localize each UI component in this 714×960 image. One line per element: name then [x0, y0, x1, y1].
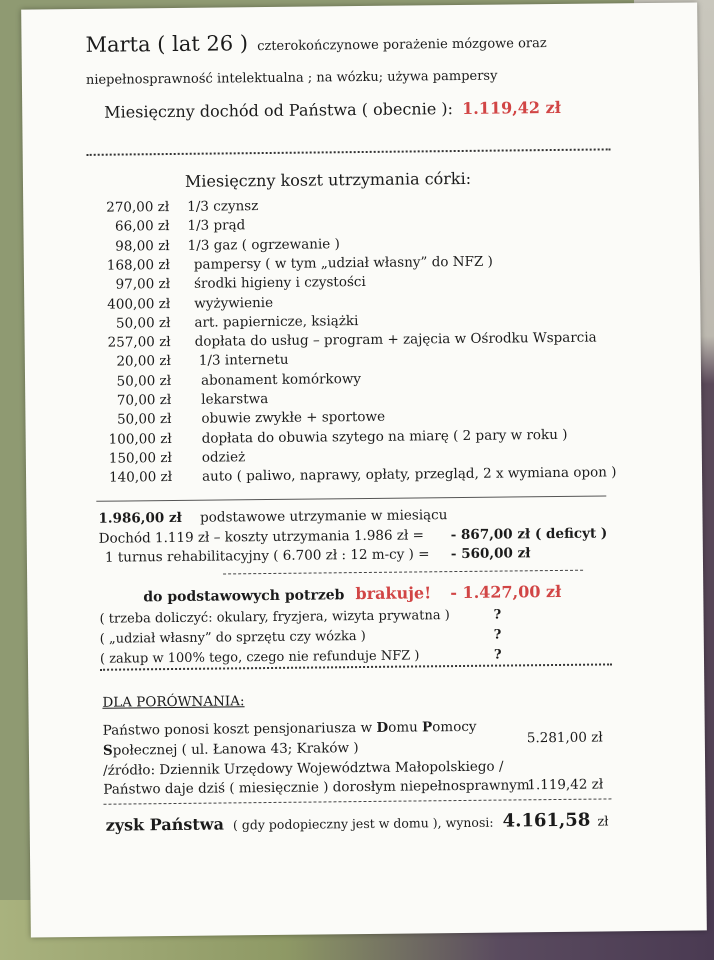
- support-line: Państwo daje dziś ( miesięcznie ) dorosłym niepełnosprawnym: [103, 777, 530, 798]
- question-mark: ?: [493, 647, 502, 663]
- divider-dashed-2: [103, 798, 611, 804]
- cost-amount: 100,00 zł: [108, 430, 172, 448]
- cost-label: dopłata do obuwia szytego na miarę ( 2 pary w roku ): [201, 426, 568, 447]
- cost-label: dopłata do usług – program + zajęcia w Ośrodku Wsparcia: [194, 329, 597, 350]
- extra-cost-text: ( zakup w 100% tego, czego nie refunduje NFZ ): [99, 648, 420, 667]
- turnus-label: 1 turnus rehabilitacyjny ( 6.700 zł : 12 m-cy ) =: [104, 546, 430, 566]
- profit-description: ( gdy podopieczny jest w domu ), wynosi:: [232, 814, 494, 833]
- profit-label: zysk Państwa: [105, 814, 224, 835]
- profit-value: 4.161,58: [502, 809, 591, 832]
- source-line: /źródło: Dziennik Urzędowy Województwa Małopolskiego /: [103, 758, 504, 779]
- extra-cost-text: ( „udział własny” do sprzętu czy wózka ): [99, 628, 366, 647]
- support-value: 1.119,42 zł: [527, 776, 604, 794]
- income-value: 1.119,42 zł: [461, 97, 561, 118]
- cost-label: lekarstwa: [201, 390, 269, 408]
- cost-label: pampersy ( w tym „udział własny” do NFZ ): [193, 253, 493, 273]
- cost-label: środki higieny i czystości: [193, 274, 366, 292]
- cost-amount: 50,00 zł: [116, 372, 172, 390]
- cost-amount: 70,00 zł: [116, 392, 172, 409]
- dps-word-pomocy: omocy: [432, 718, 477, 736]
- cost-amount: 270,00 zł: [106, 199, 170, 216]
- cost-amount: 50,00 zł: [115, 314, 171, 332]
- cost-amount: 150,00 zł: [108, 449, 172, 467]
- dps-cost-value: 5.281,00 zł: [526, 729, 603, 747]
- missing-row: [143, 582, 561, 605]
- divider-dashed: [223, 570, 583, 575]
- cost-label: 1/3 prąd: [187, 217, 246, 235]
- costs-title: Miesięczny koszt utrzymania córki:: [184, 168, 472, 191]
- question-mark: ?: [493, 607, 502, 623]
- divider-dotted: [87, 148, 611, 155]
- income-label: Miesięczny dochód od Państwa ( obecnie ):: [104, 99, 454, 122]
- question-mark: ?: [493, 627, 502, 643]
- cost-label: odzież: [201, 449, 246, 466]
- extra-cost-text: ( trzeba doliczyć: okulary, fryzjera, wizyta prywatna ): [99, 608, 450, 627]
- cost-label: auto ( paliwo, naprawy, opłaty, przegląd, 2 x wymiana opon ): [201, 464, 617, 485]
- comparison-heading: DLA PORÓWNANIA:: [102, 693, 245, 711]
- cost-amount: 168,00 zł: [106, 256, 170, 274]
- total-label: podstawowe utrzymanie w miesiącu: [200, 507, 448, 526]
- dps-letter-p: P: [422, 719, 433, 736]
- cost-label: 1/3 gaz ( ogrzewanie ): [187, 235, 340, 254]
- cost-amount: 66,00 zł: [114, 218, 170, 235]
- missing-value: - 1.427,00 zł: [450, 581, 562, 603]
- comparison-line2-text: połecznej ( ul. Łanowa 43; Kraków ): [112, 740, 359, 759]
- profit-unit: zł: [597, 814, 609, 830]
- comparison-line2: [103, 740, 359, 759]
- person-name: Marta ( lat 26 ): [85, 31, 249, 57]
- calc-label: Dochód 1.119 zł – koszty utrzymania 1.986 zł =: [98, 527, 425, 547]
- cost-amount: 140,00 zł: [108, 469, 173, 486]
- cost-label: wyżywienie: [194, 294, 274, 312]
- total-row: [98, 507, 447, 527]
- document-page: [21, 2, 707, 937]
- total-amount: 1.986,00 zł: [98, 509, 182, 527]
- calc-value: - 867,00 zł ( deficyt ): [450, 525, 608, 544]
- missing-word: brakuje!: [355, 583, 432, 604]
- cost-amount: 257,00 zł: [107, 334, 171, 351]
- cost-label: obuwie zwykłe + sportowe: [201, 409, 386, 427]
- dps-word-domu: omu: [388, 719, 423, 736]
- header-title: [85, 28, 546, 57]
- divider-line: [96, 495, 606, 501]
- diagnosis-line1: czterokończynowe porażenie mózgowe oraz: [257, 36, 547, 55]
- turnus-value: - 560,00 zł: [450, 545, 531, 563]
- cost-amount: 98,00 zł: [115, 237, 170, 255]
- cost-amount: 97,00 zł: [115, 276, 171, 293]
- comparison-line1: [103, 719, 477, 739]
- cost-amount: 50,00 zł: [116, 411, 172, 428]
- dps-letter-d: D: [376, 719, 389, 736]
- cost-label: 1/3 internetu: [198, 352, 289, 370]
- dps-letter-s: S: [102, 742, 113, 759]
- comparison-line1-text: Państwo ponosi koszt pensjonariusza w: [102, 719, 377, 739]
- profit-row: [106, 809, 609, 835]
- cost-label: abonament komórkowy: [200, 370, 362, 389]
- cost-label: 1/3 czynsz: [187, 198, 259, 215]
- diagnosis-line2: niepełnosprawność intelektualna ; na wózku; używa pampersy: [85, 68, 498, 88]
- cost-amount: 400,00 zł: [107, 295, 171, 313]
- missing-prefix: do podstawowych potrzeb: [143, 587, 345, 606]
- cost-label: art. papiernicze, książki: [194, 312, 359, 331]
- income-line: [104, 98, 561, 122]
- cost-amount: 20,00 zł: [116, 353, 171, 370]
